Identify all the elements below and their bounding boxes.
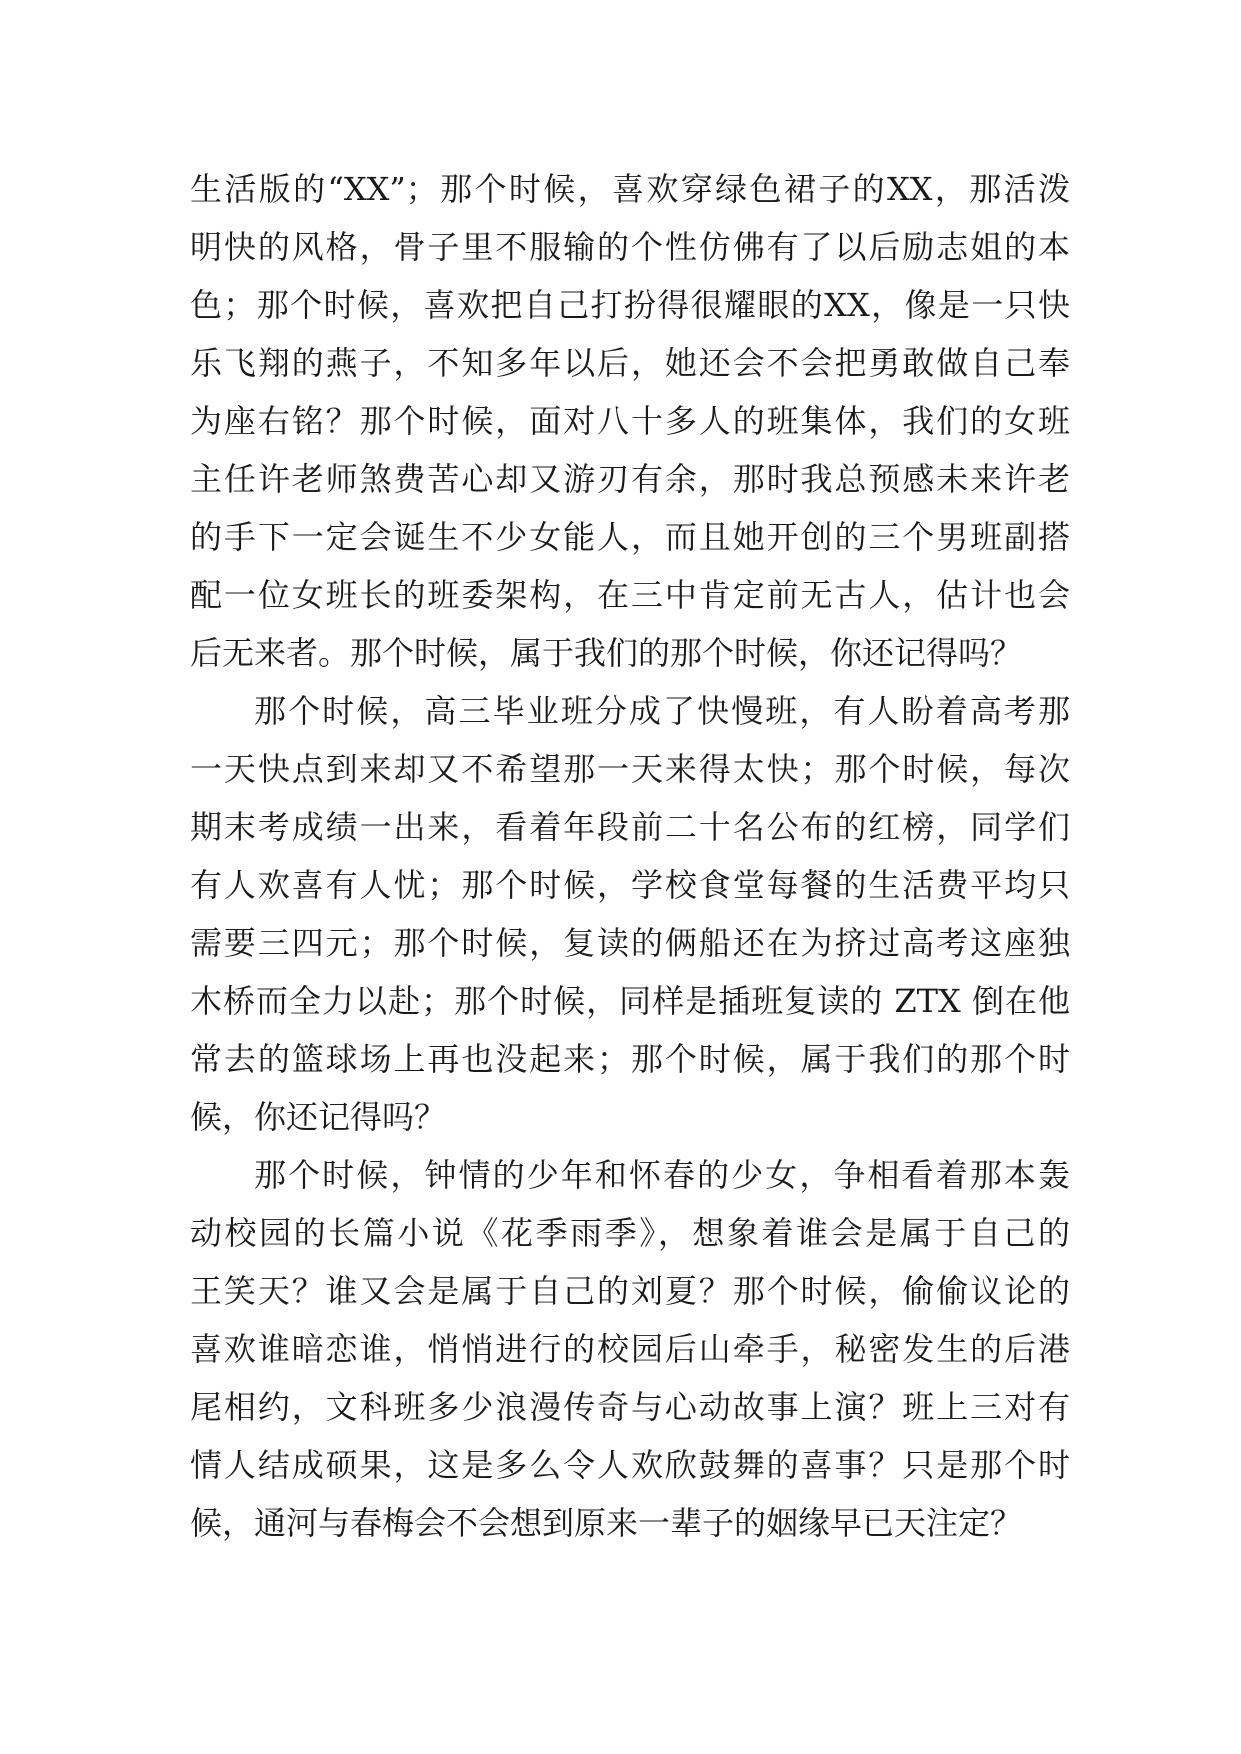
text-line: 那个时候，高三毕业班分成了快慢班，有人盼着高考那 — [254, 692, 1070, 730]
text-line: 动校园的长篇小说《花季雨季》，想象着谁会是属于自己的 — [190, 1214, 1070, 1252]
text-line: 配一位女班长的班委架构，在三中肯定前无古人，估计也会 — [190, 576, 1070, 614]
text-line: 乐飞翔的燕子，不知多年以后，她还会不会把勇敢做自己奉 — [190, 344, 1070, 382]
text-line: 候，通河与春梅会不会想到原来一辈子的姻缘早已天注定？ — [190, 1504, 1023, 1542]
text-line: 常去的篮球场上再也没起来；那个时候，属于我们的那个时 — [190, 1040, 1070, 1078]
text-line: 明快的风格，骨子里不服输的个性仿佛有了以后励志姐的本 — [190, 228, 1070, 266]
text-line: 需要三四元；那个时候，复读的俩船还在为挤过高考这座独 — [190, 924, 1070, 962]
text-line: 为座右铭？那个时候，面对八十多人的班集体，我们的女班 — [190, 402, 1070, 440]
text-line: 木桥而全力以赴；那个时候，同样是插班复读的 ZTX 倒在他 — [190, 982, 1070, 1020]
text-line: 色；那个时候，喜欢把自己打扮得很耀眼的XX，像是一只快 — [190, 286, 1070, 324]
text-line: 有人欢喜有人忧；那个时候，学校食堂每餐的生活费平均只 — [190, 866, 1070, 904]
text-line: 的手下一定会诞生不少女能人，而且她开创的三个男班副搭 — [190, 518, 1070, 556]
text-line: 生活版的“XX”；那个时候，喜欢穿绿色裙子的XX，那活泼 — [190, 170, 1070, 208]
text-line: 一天快点到来却又不希望那一天来得太快；那个时候，每次 — [190, 750, 1070, 788]
text-line: 喜欢谁暗恋谁，悄悄进行的校园后山牵手，秘密发生的后港 — [190, 1330, 1070, 1368]
text-line: 期末考成绩一出来，看着年段前二十名公布的红榜，同学们 — [190, 808, 1070, 846]
text-line: 候，你还记得吗？ — [190, 1098, 447, 1136]
text-line: 尾相约，文科班多少浪漫传奇与心动故事上演？班上三对有 — [190, 1388, 1070, 1426]
text-line: 王笑天？谁又会是属于自己的刘夏？那个时候，偷偷议论的 — [190, 1272, 1070, 1310]
body-text — [190, 160, 1070, 1552]
text-line: 主任许老师煞费苦心却又游刃有余，那时我总预感未来许老 — [190, 460, 1070, 498]
text-line: 后无来者。那个时候，属于我们的那个时候，你还记得吗？ — [190, 634, 1023, 672]
text-line: 那个时候，钟情的少年和怀春的少女，争相看着那本轰 — [254, 1156, 1070, 1194]
text-line: 情人结成硕果，这是多么令人欢欣鼓舞的喜事？只是那个时 — [190, 1446, 1070, 1484]
